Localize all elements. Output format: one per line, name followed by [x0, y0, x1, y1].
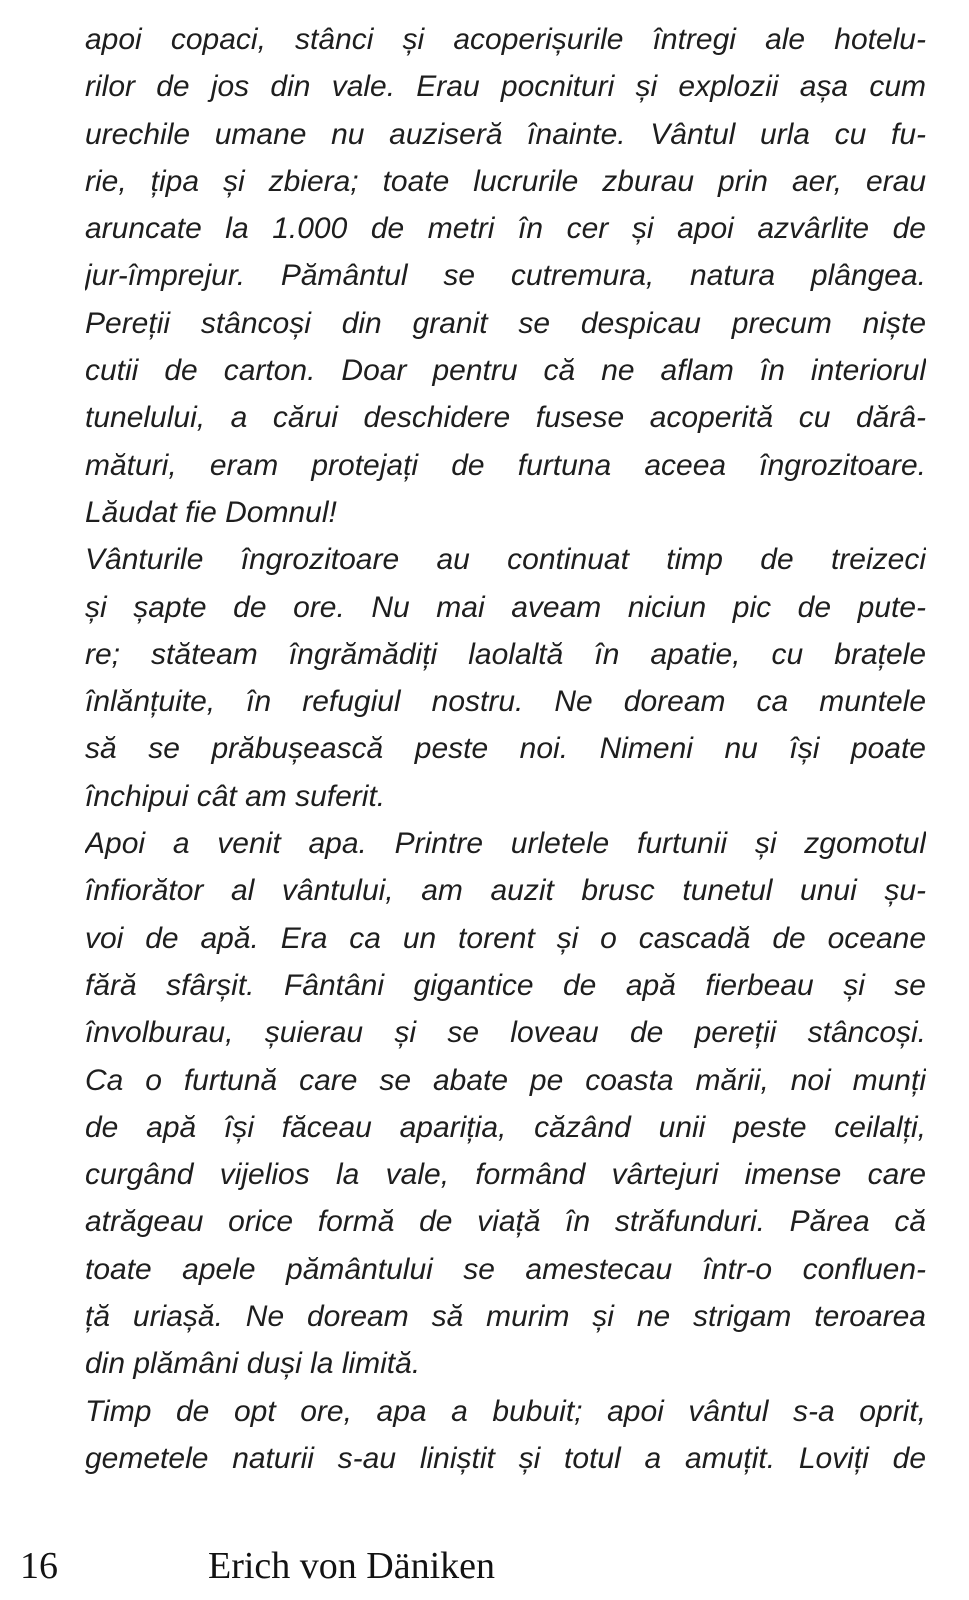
text-line: mături, eram protejați de furtuna aceea îngrozitoare. [85, 448, 926, 482]
text-line: Pereții stâncoși din granit se despicau precum niște [85, 306, 926, 340]
text-line: toate apele pământului se amestecau într-o confluen- [85, 1252, 926, 1286]
text-line: Timp de opt ore, apa a bubuit; apoi vântul s-a oprit, [85, 1394, 926, 1428]
text-line: Ca o furtună care se abate pe coasta mării, noi munți [85, 1063, 926, 1097]
text-line: Apoi a venit apa. Printre urletele furtunii și zgomotul [85, 827, 926, 861]
page-footer [0, 1543, 969, 1593]
text-line: închipui cât am suferit. [85, 779, 386, 813]
text-line: apoi copaci, stânci și acoperișurile întregi ale hotelu- [85, 23, 926, 56]
text-line: jur-împrejur. Pământul se cutremura, natura plângea. [85, 259, 926, 293]
text-line: urechile umane nu auziseră înainte. Vântul urla cu fu- [85, 117, 926, 151]
text-line: învolburau, șuierau și se loveau de pereții stâncoși. [85, 1016, 926, 1050]
text-line: Lăudat fie Domnul! [85, 495, 337, 529]
text-line: rilor de jos din vale. Erau pocnituri și explozii așa cum [85, 70, 926, 104]
text-line: re; stăteam îngrămădiți laolaltă în apatie, cu brațele [85, 637, 926, 671]
text-line: Vânturile îngrozitoare au continuat timp de treizeci [85, 543, 926, 577]
text-line: curgând vijelios la vale, formând vârtejuri imense care [85, 1158, 926, 1192]
text-line: de apă își făceau apariția, căzând unii peste ceilalți, [85, 1110, 926, 1144]
text-line: rie, țipa și zbiera; toate lucrurile zburau prin aer, erau [85, 164, 926, 198]
running-footer-author: Erich von Däniken [208, 1545, 496, 1587]
text-line: ță uriașă. Ne doream să murim și ne strigam teroarea [85, 1300, 926, 1334]
text-line: aruncate la 1.000 de metri în cer și apoi azvârlite de [85, 212, 926, 246]
text-line: gemetele naturii s-au liniștit și totul a amuțit. Loviți de [85, 1441, 926, 1475]
text-line: tunelului, a cărui deschidere fusese acoperită cu dărâ- [85, 401, 926, 435]
text-line: și șapte de ore. Nu mai aveam niciun pic de pute- [85, 590, 926, 624]
text-line: atrăgeau orice formă de viață în străfunduri. Părea că [85, 1205, 926, 1239]
text-line: înlănțuite, în refugiul nostru. Ne doream ca muntele [85, 685, 926, 719]
page-body-text [85, 16, 926, 1482]
text-line: din plămâni duși la limită. [85, 1347, 421, 1381]
text-line: cutii de carton. Doar pentru că ne aflam în interiorul [85, 354, 926, 388]
text-line: înfiorător al vântului, am auzit brusc tunetul unui șu- [85, 874, 926, 908]
page-number: 16 [20, 1545, 58, 1587]
text-line: să se prăbușească peste noi. Nimeni nu își poate [85, 732, 926, 766]
text-line: fără sfârșit. Fântâni gigantice de apă fierbeau și se [85, 968, 926, 1002]
text-line: voi de apă. Era ca un torent și o cascadă de oceane [85, 921, 926, 955]
